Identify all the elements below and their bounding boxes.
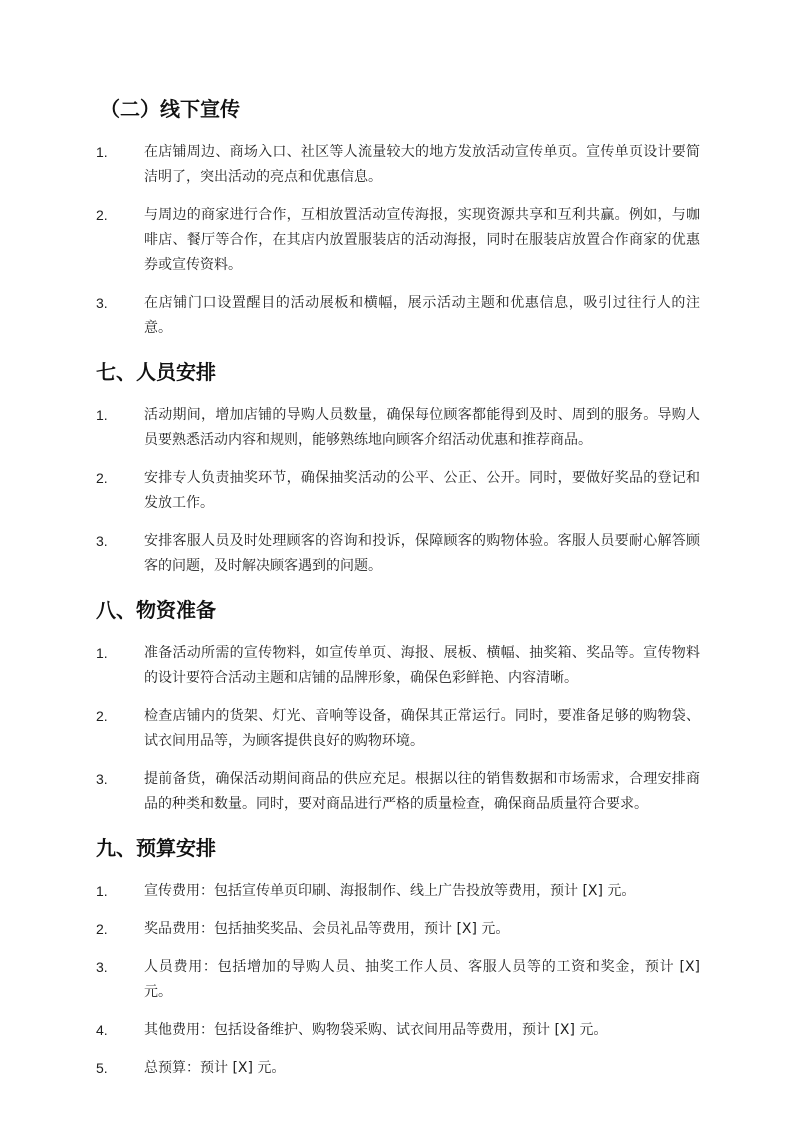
section-heading: 九、预算安排 xyxy=(96,836,216,860)
list-item xyxy=(96,140,700,190)
item-number: 4. xyxy=(96,1022,108,1038)
item-text: 在店铺周边、商场入口、社区等人流量较大的地方发放活动宣传单页。宣传单页设计要简洁明了，突出活动的亮点和优惠信息。 xyxy=(144,144,700,185)
numbered-list xyxy=(96,641,700,817)
section-budget xyxy=(96,831,700,1081)
list-item xyxy=(96,529,700,579)
item-text: 检查店铺内的货架、灯光、音响等设备，确保其正常运行。同时，要准备足够的购物袋、试衣间用品等，为顾客提供良好的购物环境。 xyxy=(144,708,700,749)
item-number: 3. xyxy=(96,533,108,549)
item-text: 人员费用：包括增加的导购人员、抽奖工作人员、客服人员等的工资和奖金，预计 [X] 元。 xyxy=(144,959,700,1000)
item-text: 其他费用：包括设备维护、购物袋采购、试衣间用品等费用，预计 [X] 元。 xyxy=(144,1022,608,1038)
item-text: 准备活动所需的宣传物料，如宣传单页、海报、展板、横幅、抽奖箱、奖品等。宣传物料的设计要符合活动主题和店铺的品牌形象，确保色彩鲜艳、内容清晰。 xyxy=(144,645,700,686)
list-item xyxy=(96,1018,700,1043)
document-body xyxy=(96,92,700,1094)
item-number: 3. xyxy=(96,771,108,787)
section-staffing xyxy=(96,355,700,579)
numbered-list xyxy=(96,140,700,341)
section-offline-promotion xyxy=(96,92,700,341)
list-item xyxy=(96,955,700,1005)
item-text: 宣传费用：包括宣传单页印刷、海报制作、线上广告投放等费用，预计 [X] 元。 xyxy=(144,883,636,899)
list-item xyxy=(96,767,700,817)
list-item xyxy=(96,917,700,942)
item-number: 1. xyxy=(96,645,108,661)
item-text: 安排客服人员及时处理顾客的咨询和投诉，保障顾客的购物体验。客服人员要耐心解答顾客的问题，及时解决顾客遇到的问题。 xyxy=(144,533,700,574)
section-heading: 七、人员安排 xyxy=(96,360,216,384)
numbered-list xyxy=(96,403,700,579)
item-number: 2. xyxy=(96,470,108,486)
list-item xyxy=(96,203,700,278)
list-item xyxy=(96,641,700,691)
item-number: 1. xyxy=(96,883,108,899)
item-number: 5. xyxy=(96,1060,108,1076)
section-materials xyxy=(96,593,700,817)
list-item xyxy=(96,403,700,453)
item-text: 活动期间，增加店铺的导购人员数量，确保每位顾客都能得到及时、周到的服务。导购人员要熟悉活动内容和规则，能够熟练地向顾客介绍活动优惠和推荐商品。 xyxy=(144,407,700,448)
section-heading: 八、物资准备 xyxy=(96,598,216,622)
item-text: 安排专人负责抽奖环节，确保抽奖活动的公平、公正、公开。同时，要做好奖品的登记和发放工作。 xyxy=(144,470,700,511)
item-number: 1. xyxy=(96,144,108,160)
section-heading: （二）线下宣传 xyxy=(100,97,240,121)
list-item xyxy=(96,1056,700,1081)
item-text: 奖品费用：包括抽奖奖品、会员礼品等费用，预计 [X] 元。 xyxy=(144,921,510,937)
item-text: 在店铺门口设置醒目的活动展板和横幅，展示活动主题和优惠信息，吸引过往行人的注意。 xyxy=(144,295,700,336)
item-number: 3. xyxy=(96,959,108,975)
item-number: 2. xyxy=(96,207,108,223)
item-text: 总预算：预计 [X] 元。 xyxy=(144,1060,286,1076)
numbered-list xyxy=(96,879,700,1081)
list-item xyxy=(96,291,700,341)
list-item xyxy=(96,879,700,904)
item-number: 1. xyxy=(96,407,108,423)
item-text: 提前备货，确保活动期间商品的供应充足。根据以往的销售数据和市场需求，合理安排商品的种类和数量。同时，要对商品进行严格的质量检查，确保商品质量符合要求。 xyxy=(144,771,700,812)
list-item xyxy=(96,704,700,754)
item-number: 3. xyxy=(96,295,108,311)
item-number: 2. xyxy=(96,708,108,724)
item-number: 2. xyxy=(96,921,108,937)
item-text: 与周边的商家进行合作，互相放置活动宣传海报，实现资源共享和互利共赢。例如，与咖啡店、餐厅等合作，在其店内放置服装店的活动海报，同时在服装店放置合作商家的优惠券或宣传资料。 xyxy=(144,207,700,273)
list-item xyxy=(96,466,700,516)
